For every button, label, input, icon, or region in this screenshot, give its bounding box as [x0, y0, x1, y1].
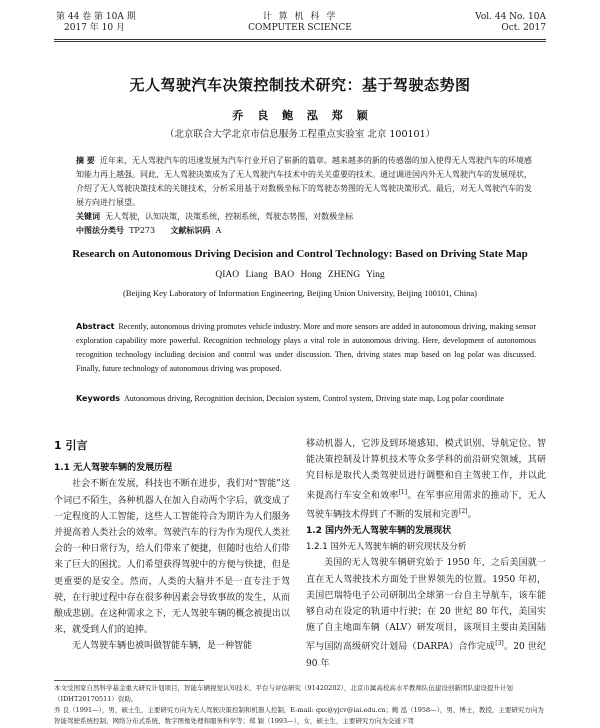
body-paragraph-3-end: 。	[467, 509, 477, 520]
authors-cn: 乔 良 鲍 泓 郑 颖	[232, 109, 368, 122]
citation-2: [2]	[459, 507, 468, 515]
keywords-cn-text: 无人驾驶，认知决策，决策系统，控制系统，驾驶态势图，对数极坐标	[105, 212, 354, 221]
authors-en: QIAO Liang BAO Hong ZHENG Ying	[215, 270, 385, 280]
section-heading-introduction: 1 引言	[54, 439, 88, 452]
subsubsection-heading-abroad: 1.2.1 国外无人驾驶车辆的研究现状及分析	[306, 542, 467, 553]
keywords-en-text: Autonomous driving, Recognition decision, Decision system, Control system, Driving state map, Log polar coordinate	[124, 394, 504, 403]
abstract-en-label: Abstract	[76, 322, 115, 331]
footnote-rule	[54, 680, 204, 681]
header-volume-en-block	[426, 12, 546, 34]
keywords-en-label: Keywords	[76, 394, 121, 403]
body-paragraph-2: 无人驾驶车辆也被叫做智能车辆，是一种智能	[72, 641, 253, 652]
body-paragraph-3	[306, 436, 546, 523]
footnote-authors: 乔 良（1991—），男，硕士生，主要研究方向为无人驾驶决策控制和机器人控制，E-mail: qxc@yjcv@iai.edu.cn；鲍 泓（1958—），男，博士，教授，主要研究方向为智能驾驶系统控制、网络分布式系统、数字图像处理和服务科学等；郑 颖（1993—），女，硕士生，主要研究方向为交通下驾	[54, 706, 544, 725]
paper-title-cn: 无人驾驶汽车决策控制技术研究：基于驾驶态势图	[129, 76, 471, 94]
abstract-cn-text: 近年来，无人驾驶汽车的迅速发展为汽车行业开启了崭新的篇章。越来越多的新的传感器的加入使得无人驾驶汽车的环境感知能力再上越强。同此，无人驾驶决策成为了无人驾驶汽车技术中的关关重要的技术。通过调进国内外无人驾驶汽车的发展现状，介绍了无人驾驶决策技术的关键技术，分析采用基于对数极坐标下的驾驶态势图的无人驾驶决策形式。最后，对无人驾驶汽车的发展方向进行展望。	[76, 156, 532, 207]
body-right-column	[306, 436, 546, 672]
class-code: TP273	[129, 226, 156, 235]
classification-cn	[76, 224, 536, 238]
header-volume-block	[56, 12, 176, 34]
body-left-column	[54, 436, 290, 655]
abstract-cn-label: 摘 要	[76, 156, 95, 165]
paper-title-en: Research on Autonomous Driving Decision and Control Technology: Based on Driving State Map	[72, 248, 528, 260]
subsection-heading-status: 1.2 国内外无人驾驶车辆的发展现状	[306, 526, 452, 537]
keywords-cn	[76, 210, 536, 224]
doc-code-label: 文献标识码	[170, 226, 211, 235]
footnote-funding: 本文受国家自然科学基金重大研究计划项目，智能车辆视觉认知技术、平台与评估研究（91420202），北京市属高校高水平教师队伍建设创新团队建设提升计划（IDHT20170511）资助。	[54, 684, 513, 703]
footnote	[54, 683, 546, 727]
doc-code: A	[215, 226, 222, 235]
citation-3: [3]	[495, 640, 504, 648]
header-rule-thin	[54, 41, 546, 42]
body-paragraph-1: 社会不断在发展，科技也不断在进步，我们对“智能”这个词已不陌生，各种机器人在加入自动两个字后，就变成了一定程度的人工智能，这些人工智能符合为期许为人们服务并提高着人类社会的效率。驾驶汽车的行为作为现代人类社会的一种日常行为，给人们带来了便捷，但随时也给人们带来了巨大的困扰。人们希望获得驾驶中的方便与快捷，但是更重要的是安全。然而，人类的大脑并不是一直专注于驾驶，在行驶过程中存在很多种因素会导致事故的发生，从而酿成悲剧。在这种需求之下，无人驾驶车辆的概念被提出以来，就受到人们的追捧。	[54, 479, 290, 636]
header-date-cn: 2017 年 10 月	[64, 23, 125, 33]
body-paragraph-3-text: 移动机器人，它涉及到环境感知、模式识别、导航定位、智能决策控制及计算机技术等众多学科的前沿研究领域，其研究目标是取代人类驾驶员进行调整和自主驾驶工作，并以此来提高行车安全和效率	[306, 439, 546, 501]
header-journal-block	[200, 12, 400, 34]
affiliation-en: (Beijing Key Laboratory of Information Engineering, Beijing Union University, Beijing 100101, China)	[122, 288, 478, 298]
body-paragraph-3-text-b: 。在军事应用需求的推动下，无人驾驶车辆技术得到了不断的发展和完善	[306, 490, 546, 520]
keywords-cn-label: 关键词	[76, 212, 100, 221]
body-paragraph-4-text-b: 。20 世纪 90 年	[306, 642, 546, 669]
header-volume-cn: 第 44 卷 第 10A 期	[56, 12, 136, 22]
keywords-en	[76, 392, 536, 406]
header-journal-cn: 计 算 机 科 学	[262, 12, 338, 22]
header-date-en: Oct. 2017	[501, 23, 546, 33]
header-volume-en: Vol. 44 No. 10A	[475, 12, 546, 22]
citation-1: [1]	[398, 488, 408, 496]
header-journal-en: COMPUTER SCIENCE	[248, 23, 352, 33]
body-paragraph-4-text: 美国的无人驾驶车辆研究始于 1950 年，之后美国就一直在无人驾驶技术方面处于世界领先的位置。1950 年初，美国巴瑞特电子公司研制出全球第一台自主导航车，该车能够自动在设定的轨道中行驶；在 20 世纪 80 年代，美国实施了自主地面车辆（ALV）研发项目，该项目主要由美国陆军与国防高级研究计划局（DARPA）合作完成	[306, 558, 546, 653]
abstract-en-text: Recently, autonomous driving promotes vehicle industry. More and more sensors are added in autonomous driving, making sensor exploration capability more powerful. Recognition technology plays a vital role in autonomous driving. Here, development of autonomous recognition technology including decision and control was under discussion. Then, driving states map based on log polar was discussed. Finally, future technology of autonomous driving was proposed.	[76, 322, 536, 373]
affiliation-cn: （北京联合大学北京市信息服务工程重点实验室 北京 100101）	[164, 129, 436, 140]
subsection-heading-history: 1.1 无人驾驶车辆的发展历程	[54, 463, 173, 474]
abstract-en	[76, 320, 536, 376]
abstract-cn	[76, 154, 536, 210]
class-label: 中图法分类号	[76, 226, 124, 235]
body-paragraph-4	[306, 555, 546, 671]
header-rule	[54, 39, 546, 40]
